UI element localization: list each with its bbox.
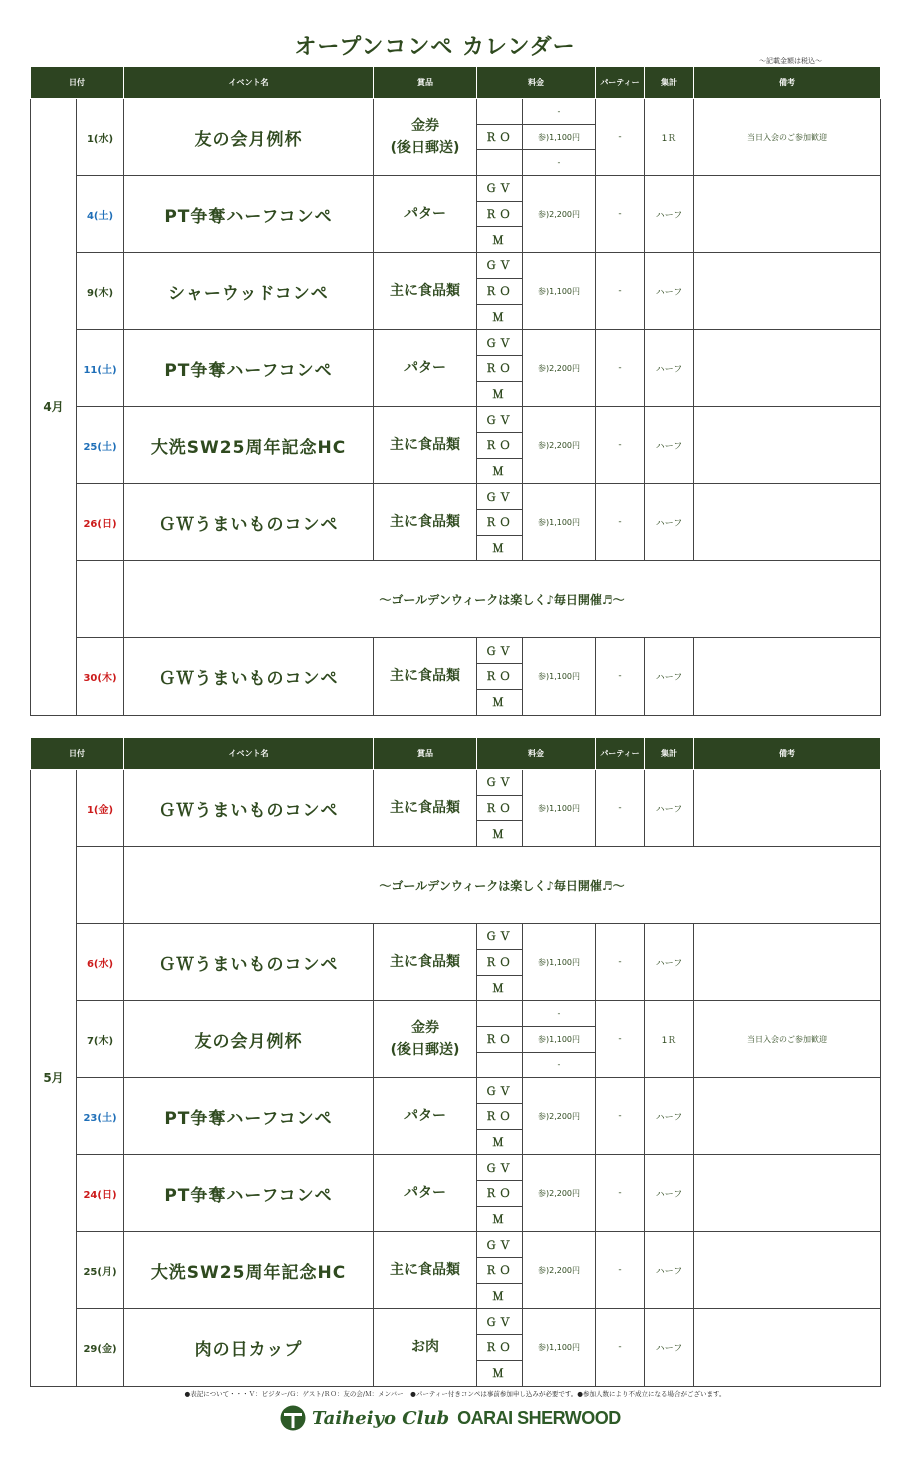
tally-value: ハーフ bbox=[645, 770, 694, 847]
event-name: 友の会月例杯 bbox=[124, 1001, 374, 1078]
prize-line: 主に食品類 bbox=[390, 954, 460, 971]
player-category: ＧＶ bbox=[477, 1078, 523, 1104]
player-category: Ｍ bbox=[477, 1129, 523, 1155]
player-category: Ｍ bbox=[477, 381, 523, 407]
fee-value: 参)1,100円 bbox=[523, 253, 596, 330]
player-category: ＧＶ bbox=[477, 176, 523, 202]
table-row bbox=[31, 561, 881, 587]
prize-line: パター bbox=[404, 1185, 446, 1202]
party-value: - bbox=[596, 1309, 645, 1386]
fee-value: 参)2,200円 bbox=[523, 330, 596, 407]
player-category: ＧＶ bbox=[477, 484, 523, 510]
fee-value: 参)1,100円 bbox=[523, 1026, 596, 1052]
party-value: - bbox=[596, 407, 645, 484]
tally-value: ハーフ bbox=[645, 253, 694, 330]
column-header: 日付 bbox=[31, 738, 124, 770]
player-category: Ｍ bbox=[477, 821, 523, 847]
fee-value: 参)1,100円 bbox=[523, 124, 596, 150]
prize-line: 主に食品類 bbox=[390, 437, 460, 454]
logo-name-secondary: OARAI SHERWOOD bbox=[457, 1407, 621, 1428]
table-row bbox=[31, 770, 881, 796]
table-row bbox=[31, 1001, 881, 1027]
event-date: 29(金) bbox=[77, 1309, 124, 1386]
event-name: ＧＷうまいものコンペ bbox=[124, 638, 374, 715]
player-category: ＧＶ bbox=[477, 253, 523, 279]
table-row bbox=[31, 99, 881, 125]
prize-line: 主に食品類 bbox=[390, 283, 460, 300]
player-category: ＲＯ bbox=[477, 1103, 523, 1129]
player-category: ＲＯ bbox=[477, 1026, 523, 1052]
player-category: ＧＶ bbox=[477, 407, 523, 433]
table-row bbox=[31, 1309, 881, 1335]
event-date: 9(木) bbox=[77, 253, 124, 330]
tally-value: ハーフ bbox=[645, 1232, 694, 1309]
event-date: 24(日) bbox=[77, 1155, 124, 1232]
prize-line: お肉 bbox=[411, 1339, 439, 1356]
tally-value: ハーフ bbox=[645, 407, 694, 484]
april-calendar-table bbox=[30, 66, 881, 716]
player-category: ＲＯ bbox=[477, 664, 523, 690]
prize-line: 主に食品類 bbox=[390, 800, 460, 817]
party-value: - bbox=[596, 176, 645, 253]
prize-cell bbox=[374, 484, 477, 561]
column-header: 料金 bbox=[477, 738, 596, 770]
party-value: - bbox=[596, 1232, 645, 1309]
fee-value: 参)2,200円 bbox=[523, 1155, 596, 1232]
prize-cell bbox=[374, 176, 477, 253]
prize-cell bbox=[374, 407, 477, 484]
club-logo bbox=[280, 1404, 621, 1432]
prize-line: 主に食品類 bbox=[390, 514, 460, 531]
tally-value: ハーフ bbox=[645, 1078, 694, 1155]
remarks-value bbox=[694, 770, 881, 847]
remarks-value bbox=[694, 1078, 881, 1155]
remarks-value bbox=[694, 176, 881, 253]
remarks-value bbox=[694, 253, 881, 330]
player-category: ＧＶ bbox=[477, 1155, 523, 1181]
tax-note: ～記載金額は税込～ bbox=[759, 57, 822, 65]
player-category: ＧＶ bbox=[477, 770, 523, 796]
column-header: 備考 bbox=[694, 738, 881, 770]
player-category: ＲＯ bbox=[477, 1181, 523, 1207]
table-row bbox=[31, 1232, 881, 1258]
fee-value: 参)1,100円 bbox=[523, 924, 596, 1001]
tree-logo-icon bbox=[280, 1405, 306, 1431]
party-value: - bbox=[596, 924, 645, 1001]
event-name: ＧＷうまいものコンペ bbox=[124, 924, 374, 1001]
fee-value: 参)1,100円 bbox=[523, 1309, 596, 1386]
event-name: 大洗SW25周年記念HC bbox=[124, 407, 374, 484]
prize-cell bbox=[374, 330, 477, 407]
remarks-value: 当日入会のご参加歓迎 bbox=[694, 99, 881, 176]
event-date: 25(土) bbox=[77, 407, 124, 484]
player-category: ＧＶ bbox=[477, 1232, 523, 1258]
remarks-value bbox=[694, 1309, 881, 1386]
event-date: 23(土) bbox=[77, 1078, 124, 1155]
gw-banner: ～ゴールデンウィークは楽しく♪毎日開催♬～ bbox=[124, 561, 881, 638]
fee-value: 参)2,200円 bbox=[523, 1232, 596, 1309]
month-label: 5月 bbox=[31, 770, 77, 1387]
event-date: 4(土) bbox=[77, 176, 124, 253]
event-date: 6(水) bbox=[77, 924, 124, 1001]
column-header: 備考 bbox=[694, 67, 881, 99]
table-row bbox=[31, 407, 881, 433]
party-value: - bbox=[596, 1155, 645, 1232]
event-date: 1(金) bbox=[77, 770, 124, 847]
player-category: ＧＶ bbox=[477, 638, 523, 664]
remarks-value bbox=[694, 638, 881, 715]
column-header: パーティー bbox=[596, 738, 645, 770]
player-category bbox=[477, 99, 523, 125]
event-name: PT争奪ハーフコンペ bbox=[124, 176, 374, 253]
column-header: 賞品 bbox=[374, 67, 477, 99]
logo-name-primary: Taiheiyo Club bbox=[312, 1407, 450, 1429]
player-category: ＲＯ bbox=[477, 432, 523, 458]
player-category: Ｍ bbox=[477, 1206, 523, 1232]
empty-date-cell bbox=[77, 847, 124, 924]
table-row bbox=[31, 847, 881, 873]
table-row bbox=[31, 638, 881, 664]
prize-cell bbox=[374, 1078, 477, 1155]
table-row bbox=[31, 924, 881, 950]
player-category: Ｍ bbox=[477, 458, 523, 484]
column-header: イベント名 bbox=[124, 738, 374, 770]
month-label: 4月 bbox=[31, 99, 77, 716]
event-date: 30(木) bbox=[77, 638, 124, 715]
prize-line: パター bbox=[404, 1108, 446, 1125]
player-category: Ｍ bbox=[477, 227, 523, 253]
event-name: ＧＷうまいものコンペ bbox=[124, 770, 374, 847]
prize-cell bbox=[374, 253, 477, 330]
party-value: - bbox=[596, 638, 645, 715]
remarks-value bbox=[694, 1232, 881, 1309]
event-name: 肉の日カップ bbox=[124, 1309, 374, 1386]
prize-cell bbox=[374, 1232, 477, 1309]
event-name: 友の会月例杯 bbox=[124, 99, 374, 176]
tally-value: ハーフ bbox=[645, 638, 694, 715]
fee-value: - bbox=[523, 99, 596, 125]
may-calendar-table bbox=[30, 737, 881, 1387]
column-header: 集計 bbox=[645, 67, 694, 99]
remarks-value bbox=[694, 484, 881, 561]
page-title: オープンコンペ カレンダー bbox=[294, 35, 576, 60]
player-category: ＲＯ bbox=[477, 949, 523, 975]
fee-value: 参)2,200円 bbox=[523, 407, 596, 484]
remarks-value bbox=[694, 924, 881, 1001]
event-date: 7(木) bbox=[77, 1001, 124, 1078]
remarks-value bbox=[694, 330, 881, 407]
player-category: ＲＯ bbox=[477, 355, 523, 381]
prize-line: パター bbox=[404, 206, 446, 223]
party-value: - bbox=[596, 770, 645, 847]
party-value: - bbox=[596, 99, 645, 176]
column-header: 集計 bbox=[645, 738, 694, 770]
player-category bbox=[477, 1001, 523, 1027]
column-header: 料金 bbox=[477, 67, 596, 99]
table-row bbox=[31, 1155, 881, 1181]
event-name: PT争奪ハーフコンペ bbox=[124, 330, 374, 407]
empty-date-cell bbox=[77, 561, 124, 638]
player-category: Ｍ bbox=[477, 1283, 523, 1309]
player-category: ＲＯ bbox=[477, 510, 523, 536]
column-header: 日付 bbox=[31, 67, 124, 99]
table-row bbox=[31, 330, 881, 356]
tally-value: 1Ｒ bbox=[645, 1001, 694, 1078]
player-category: ＲＯ bbox=[477, 1258, 523, 1284]
prize-cell bbox=[374, 1155, 477, 1232]
prize-line: パター bbox=[404, 360, 446, 377]
player-category: ＧＶ bbox=[477, 1309, 523, 1335]
player-category bbox=[477, 1052, 523, 1078]
player-category: ＲＯ bbox=[477, 278, 523, 304]
tally-value: ハーフ bbox=[645, 1155, 694, 1232]
prize-cell bbox=[374, 770, 477, 847]
column-header: イベント名 bbox=[124, 67, 374, 99]
fee-value: 参)2,200円 bbox=[523, 1078, 596, 1155]
prize-line: 金券 bbox=[411, 118, 439, 135]
player-category: Ｍ bbox=[477, 535, 523, 561]
tally-value: ハーフ bbox=[645, 484, 694, 561]
column-header: 賞品 bbox=[374, 738, 477, 770]
tally-value: ハーフ bbox=[645, 924, 694, 1001]
prize-cell bbox=[374, 99, 477, 176]
prize-cell bbox=[374, 924, 477, 1001]
prize-line: 金券 bbox=[411, 1020, 439, 1037]
fee-value: 参)1,100円 bbox=[523, 770, 596, 847]
event-date: 26(日) bbox=[77, 484, 124, 561]
party-value: - bbox=[596, 330, 645, 407]
table-row bbox=[31, 176, 881, 202]
player-category bbox=[477, 150, 523, 176]
event-name: PT争奪ハーフコンペ bbox=[124, 1155, 374, 1232]
player-category: Ｍ bbox=[477, 975, 523, 1001]
prize-line: (後日郵送) bbox=[390, 1042, 460, 1059]
fee-value: 参)1,100円 bbox=[523, 484, 596, 561]
tally-value: 1Ｒ bbox=[645, 99, 694, 176]
player-category: Ｍ bbox=[477, 1360, 523, 1386]
event-date: 1(水) bbox=[77, 99, 124, 176]
remarks-value bbox=[694, 1155, 881, 1232]
fee-value: - bbox=[523, 1052, 596, 1078]
prize-line: (後日郵送) bbox=[390, 140, 460, 157]
table-row bbox=[31, 1078, 881, 1104]
remarks-value bbox=[694, 407, 881, 484]
remarks-value: 当日入会のご参加歓迎 bbox=[694, 1001, 881, 1078]
player-category: ＲＯ bbox=[477, 201, 523, 227]
party-value: - bbox=[596, 1001, 645, 1078]
player-category: ＲＯ bbox=[477, 795, 523, 821]
fee-value: - bbox=[523, 1001, 596, 1027]
event-date: 11(土) bbox=[77, 330, 124, 407]
column-header: パーティー bbox=[596, 67, 645, 99]
player-category: Ｍ bbox=[477, 689, 523, 715]
fee-value: 参)2,200円 bbox=[523, 176, 596, 253]
fee-value: - bbox=[523, 150, 596, 176]
table-row bbox=[31, 484, 881, 510]
player-category: ＧＶ bbox=[477, 330, 523, 356]
event-name: PT争奪ハーフコンペ bbox=[124, 1078, 374, 1155]
prize-line: 主に食品類 bbox=[390, 668, 460, 685]
table-row bbox=[31, 253, 881, 279]
party-value: - bbox=[596, 253, 645, 330]
footer-note: ●表記について・・・Ｖ：ビジター/Ｇ：ゲスト/ＲＯ：友の会/Ｍ：メンバー ●パーティー付きコンペは事前参加申し込みが必要です。●参加人数により不成立になる場合がございます。 bbox=[184, 1390, 726, 1398]
event-date: 25(月) bbox=[77, 1232, 124, 1309]
party-value: - bbox=[596, 1078, 645, 1155]
prize-line: 主に食品類 bbox=[390, 1262, 460, 1279]
fee-value: 参)1,100円 bbox=[523, 638, 596, 715]
player-category: ＲＯ bbox=[477, 1335, 523, 1361]
event-name: ＧＷうまいものコンペ bbox=[124, 484, 374, 561]
tally-value: ハーフ bbox=[645, 1309, 694, 1386]
gw-banner: ～ゴールデンウィークは楽しく♪毎日開催♬～ bbox=[124, 847, 881, 924]
player-category: ＲＯ bbox=[477, 124, 523, 150]
prize-cell bbox=[374, 1309, 477, 1386]
tally-value: ハーフ bbox=[645, 330, 694, 407]
event-name: シャーウッドコンペ bbox=[124, 253, 374, 330]
player-category: ＧＶ bbox=[477, 924, 523, 950]
prize-cell bbox=[374, 1001, 477, 1078]
tally-value: ハーフ bbox=[645, 176, 694, 253]
party-value: - bbox=[596, 484, 645, 561]
player-category: Ｍ bbox=[477, 304, 523, 330]
prize-cell bbox=[374, 638, 477, 715]
event-name: 大洗SW25周年記念HC bbox=[124, 1232, 374, 1309]
